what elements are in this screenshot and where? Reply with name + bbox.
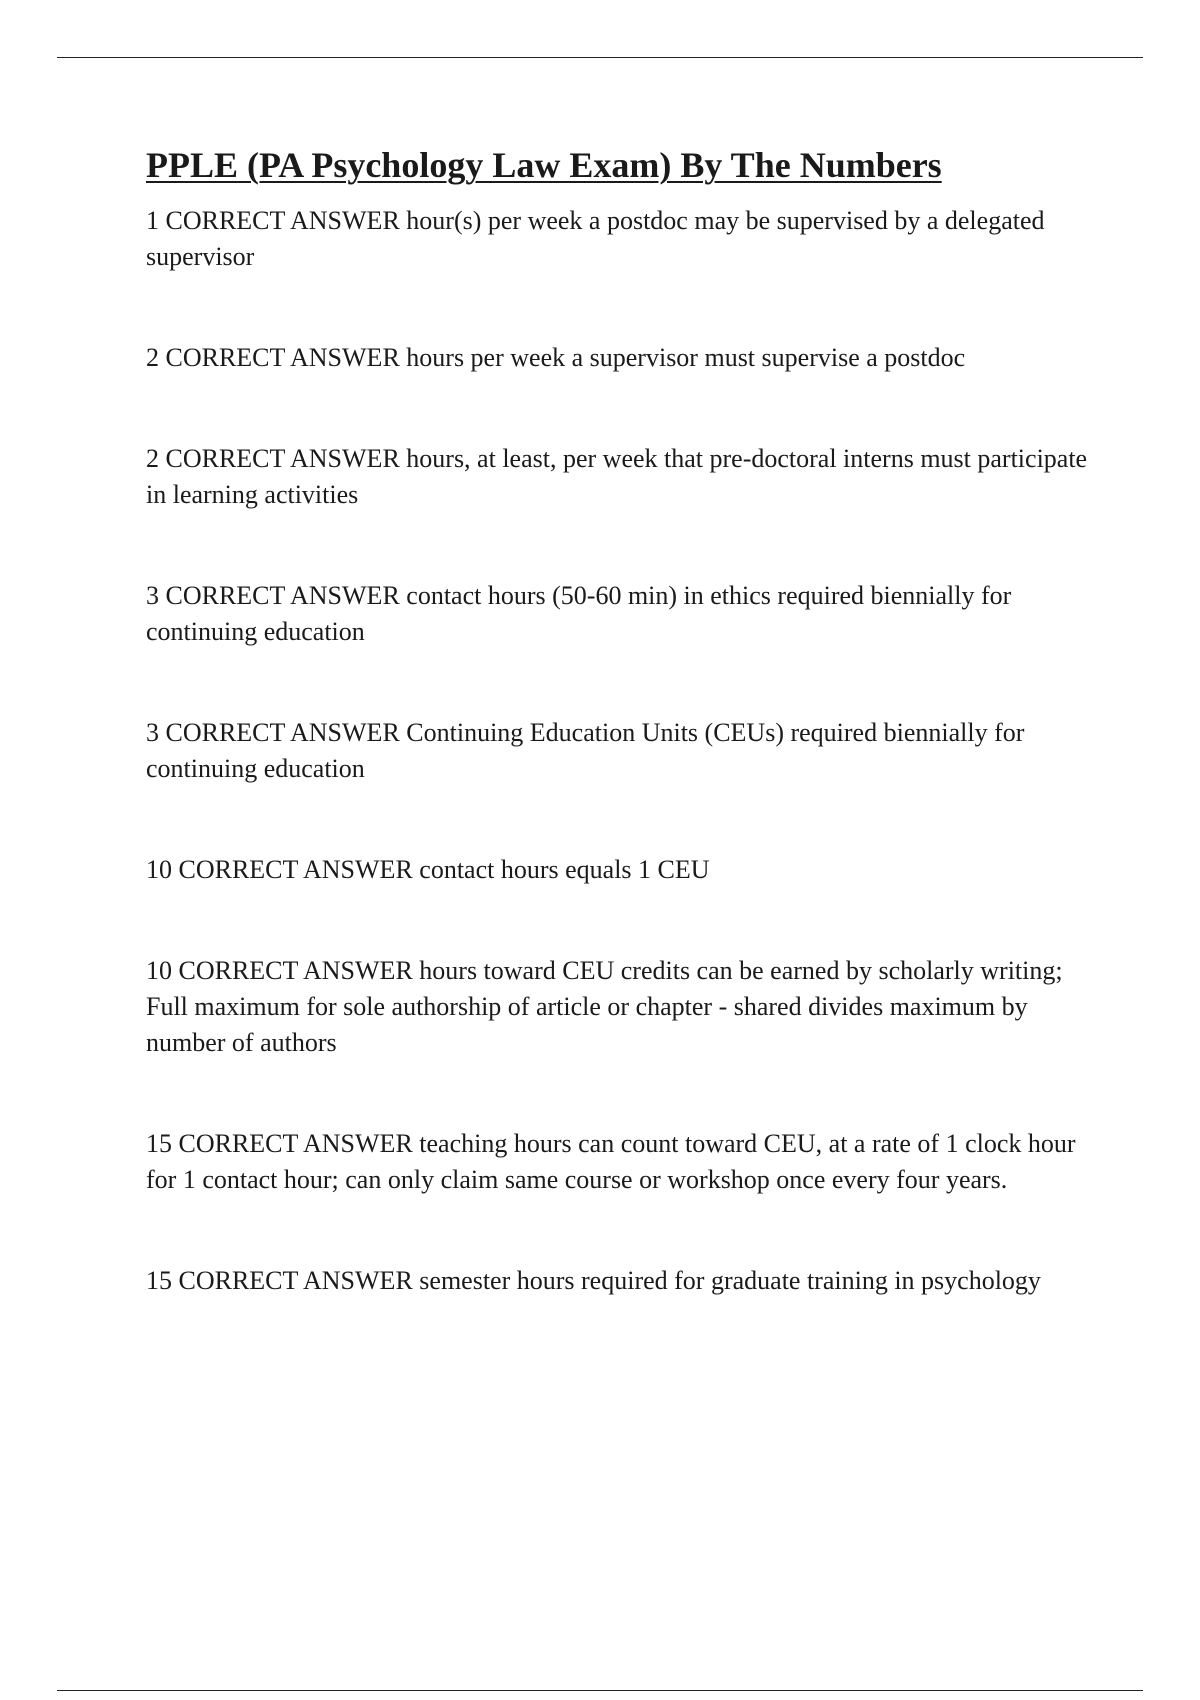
bottom-divider	[57, 1690, 1143, 1691]
list-item: 2 CORRECT ANSWER hours, at least, per week that pre-doctoral interns must participate in learning activities	[146, 444, 1088, 510]
list-item: 2 CORRECT ANSWER hours per week a supervisor must supervise a postdoc	[146, 343, 966, 373]
list-item: 3 CORRECT ANSWER Continuing Education Units (CEUs) required biennially for continuing education	[146, 718, 1025, 784]
document-body	[146, 144, 1106, 1299]
list-item: 15 CORRECT ANSWER semester hours required for graduate training in psychology	[146, 1266, 1041, 1296]
list-item: 10 CORRECT ANSWER hours toward CEU credits can be earned by scholarly writing; Full maximum for sole authorship of article or chapter - shared divides maximum by number of authors	[146, 956, 1063, 1058]
list-item: 1 CORRECT ANSWER hour(s) per week a postdoc may be supervised by a delegated supervisor	[146, 206, 1045, 272]
list-item: 3 CORRECT ANSWER contact hours (50-60 min) in ethics required biennially for continuing education	[146, 581, 1012, 647]
list-item: 10 CORRECT ANSWER contact hours equals 1 CEU	[146, 855, 710, 885]
list-item: 15 CORRECT ANSWER teaching hours can count toward CEU, at a rate of 1 clock hour for 1 contact hour; can only claim same course or workshop once every four years.	[146, 1129, 1076, 1195]
top-divider	[57, 57, 1143, 58]
document-title: PPLE (PA Psychology Law Exam) By The Numbers	[146, 145, 942, 185]
